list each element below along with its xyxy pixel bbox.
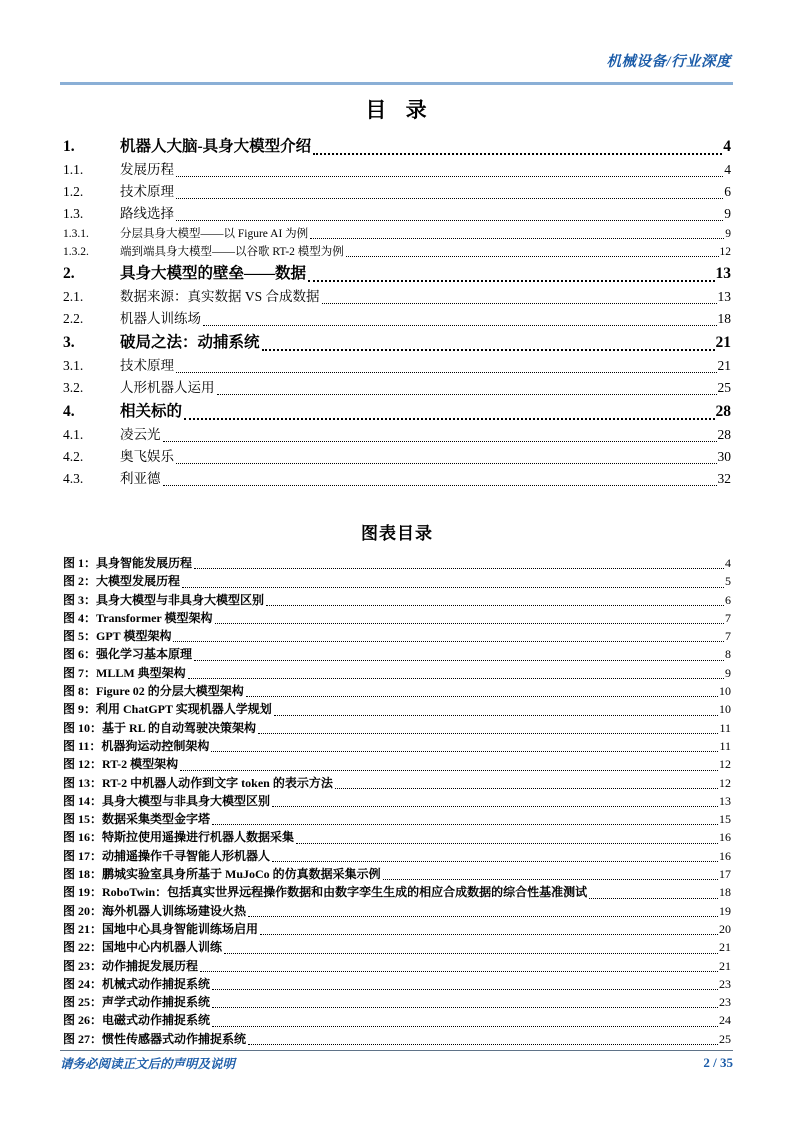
leader-dots bbox=[272, 861, 718, 862]
figure-toc-entry[interactable] bbox=[63, 682, 731, 700]
toc-entry-page: 28 bbox=[717, 427, 731, 442]
figure-toc-entry[interactable] bbox=[63, 572, 731, 590]
figure-entry-page: 21 bbox=[719, 940, 731, 955]
leader-dots bbox=[176, 176, 723, 177]
toc-entry-label: 发展历程 bbox=[120, 162, 174, 177]
toc-entry-page: 4 bbox=[724, 162, 731, 177]
toc-entry-number: 1.3. bbox=[63, 206, 84, 221]
toc-entry-page: 21 bbox=[717, 358, 731, 373]
toc-entry-number: 3.1. bbox=[63, 358, 84, 373]
toc-entry-page: 13 bbox=[715, 265, 731, 282]
leader-dots bbox=[176, 220, 723, 221]
toc-entry-page: 9 bbox=[725, 228, 731, 240]
leader-dots bbox=[173, 641, 724, 642]
toc-entry-number: 1.1. bbox=[63, 162, 84, 177]
leader-dots bbox=[215, 623, 724, 624]
leader-dots bbox=[212, 989, 718, 990]
toc-entry-label: 相关标的 bbox=[120, 403, 183, 420]
figure-entry-label: 图 12：RT-2 模型架构 bbox=[63, 757, 179, 772]
figure-toc-entry[interactable] bbox=[63, 975, 731, 993]
leader-dots bbox=[274, 715, 718, 716]
toc-entry-label: 机器人大脑-具身大模型介绍 bbox=[120, 138, 312, 155]
toc-entry-page: 25 bbox=[717, 380, 731, 395]
figure-entry-label: 图 1：具身智能发展历程 bbox=[63, 556, 193, 570]
figure-entry-page: 5 bbox=[725, 574, 731, 589]
toc-entry[interactable] bbox=[63, 286, 731, 308]
figure-entry-label: 图 4：Transformer 模型架构 bbox=[63, 610, 213, 625]
toc-entry-number: 1.2. bbox=[63, 184, 84, 199]
figure-entry-page: 24 bbox=[719, 1013, 731, 1028]
toc-title: 目 录 bbox=[365, 98, 429, 122]
leader-dots bbox=[258, 733, 718, 734]
figure-toc-entry[interactable] bbox=[63, 554, 731, 572]
leader-dots bbox=[180, 770, 718, 771]
leader-dots bbox=[266, 605, 724, 606]
figure-toc-entry[interactable] bbox=[63, 810, 731, 828]
figure-toc-entry[interactable] bbox=[63, 865, 731, 883]
figure-entry-label: 图 2：大模型发展历程 bbox=[63, 574, 181, 589]
figure-entry-page: 23 bbox=[719, 995, 731, 1010]
figure-entry-label: 图 20：海外机器人训练场建设火热 bbox=[63, 903, 247, 918]
figure-entry-label: 图 16：特斯拉使用遥操进行机器人数据采集 bbox=[63, 830, 295, 845]
content-area bbox=[63, 92, 731, 1048]
header-divider bbox=[60, 82, 733, 85]
toc-entry-page: 12 bbox=[719, 246, 731, 258]
toc-entry-label: 人形机器人运用 bbox=[120, 380, 215, 395]
figure-toc-entry[interactable] bbox=[63, 591, 731, 609]
toc-entry-page: 18 bbox=[717, 311, 731, 326]
toc-entry-number: 2.2. bbox=[63, 311, 84, 326]
figure-entry-page: 15 bbox=[719, 812, 731, 827]
figure-entry-label: 图 25：声学式动作捕捉系统 bbox=[63, 995, 211, 1010]
leader-dots bbox=[313, 153, 722, 155]
figure-entry-label: 图 11：机器狗运动控制架构 bbox=[63, 738, 210, 753]
toc-entry-label: 破局之法：动捕系统 bbox=[120, 334, 260, 351]
figure-entry-label: 图 22：国地中心内机器人训练 bbox=[63, 940, 223, 955]
figure-entry-label: 图 9：利用 ChatGPT 实现机器人学规划 bbox=[63, 702, 272, 717]
toc-entry-number: 1.3.2. bbox=[63, 246, 89, 258]
figure-entry-page: 7 bbox=[725, 610, 731, 625]
figure-entry-page: 12 bbox=[719, 775, 731, 790]
figure-toc-entry[interactable] bbox=[63, 920, 731, 938]
figure-entry-label: 图 5：GPT 模型架构 bbox=[63, 629, 172, 644]
leader-dots bbox=[308, 280, 714, 282]
figure-entry-page: 10 bbox=[719, 684, 731, 699]
leader-dots bbox=[203, 325, 717, 326]
page-header bbox=[60, 50, 731, 71]
toc-entry[interactable] bbox=[63, 424, 731, 446]
toc-entry-label: 路线选择 bbox=[120, 206, 174, 221]
figure-entry-label: 图 24：机械式动作捕捉系统 bbox=[63, 976, 211, 991]
figure-entry-label: 图 18：鹏城实验室具身所基于 MuJoCo 的仿真数据采集示例 bbox=[63, 867, 381, 882]
figure-entry-page: 9 bbox=[725, 665, 731, 680]
leader-dots bbox=[296, 843, 718, 844]
leader-dots bbox=[346, 256, 719, 257]
figure-entry-label: 图 17：动捕遥操作千寻智能人形机器人 bbox=[63, 848, 271, 863]
toc-entry[interactable] bbox=[63, 330, 731, 355]
toc-entry[interactable] bbox=[63, 377, 731, 399]
figure-entry-label: 图 8：Figure 02 的分层大模型架构 bbox=[63, 684, 244, 699]
leader-dots bbox=[224, 953, 718, 954]
figure-entry-page: 25 bbox=[719, 1031, 731, 1046]
figure-toc-entry[interactable] bbox=[63, 755, 731, 773]
figure-toc-entry[interactable] bbox=[63, 993, 731, 1011]
leader-dots bbox=[272, 806, 718, 807]
toc-entry-number: 2.1. bbox=[63, 289, 84, 304]
figure-entry-page: 11 bbox=[719, 738, 731, 753]
figure-toc-entry[interactable] bbox=[63, 664, 731, 682]
leader-dots bbox=[194, 660, 724, 661]
toc-entry-number: 4. bbox=[63, 403, 75, 420]
figure-entry-label: 图 23：动作捕捉发展历程 bbox=[63, 958, 199, 973]
toc-entry[interactable] bbox=[63, 355, 731, 377]
toc-entry-label: 技术原理 bbox=[120, 358, 174, 373]
leader-dots bbox=[176, 372, 717, 373]
leader-dots bbox=[182, 587, 724, 588]
figure-toc-entry[interactable] bbox=[63, 957, 731, 975]
toc-entry[interactable] bbox=[63, 243, 731, 261]
figure-entry-page: 6 bbox=[725, 592, 731, 607]
figure-entry-label: 图 6：强化学习基本原理 bbox=[63, 647, 193, 662]
toc-entry-label: 凌云光 bbox=[120, 427, 161, 442]
toc-entry-label: 端到端具身大模型——以谷歌 RT-2 模型为例 bbox=[120, 246, 344, 258]
figure-entry-label: 图 14：具身大模型与非具身大模型区别 bbox=[63, 793, 271, 808]
toc-entry-number: 2. bbox=[63, 265, 75, 282]
figure-toc-entry[interactable] bbox=[63, 938, 731, 956]
figure-entry-label: 图 15：数据采集类型金字塔 bbox=[63, 812, 211, 827]
toc-entry-page: 4 bbox=[723, 138, 731, 155]
leader-dots bbox=[589, 898, 718, 899]
figure-entry-page: 12 bbox=[719, 757, 731, 772]
figure-toc-entry[interactable] bbox=[63, 627, 731, 645]
toc-entry-number: 3. bbox=[63, 334, 75, 351]
figure-toc-entry[interactable] bbox=[63, 1030, 731, 1048]
leader-dots bbox=[260, 934, 718, 935]
figure-entry-page: 21 bbox=[719, 958, 731, 973]
toc-entry-page: 21 bbox=[715, 334, 731, 351]
figure-entry-label: 图 27：惯性传感器式动作捕捉系统 bbox=[63, 1031, 247, 1046]
footer-disclaimer: 请务必阅读正文后的声明及说明 bbox=[60, 1057, 236, 1071]
leader-dots bbox=[188, 678, 724, 679]
figure-toc-entry[interactable] bbox=[63, 847, 731, 865]
toc-entry[interactable] bbox=[63, 446, 731, 468]
leader-dots bbox=[212, 1007, 718, 1008]
figure-toc-entry[interactable] bbox=[63, 719, 731, 737]
leader-dots bbox=[246, 696, 718, 697]
figure-toc-entry[interactable] bbox=[63, 645, 731, 663]
figure-entry-label: 图 3：具身大模型与非具身大模型区别 bbox=[63, 592, 265, 607]
toc-entry-number: 4.2. bbox=[63, 449, 84, 464]
figure-entry-page: 18 bbox=[719, 885, 731, 900]
figure-entry-page: 16 bbox=[719, 848, 731, 863]
leader-dots bbox=[163, 485, 717, 486]
figure-toc-entry[interactable] bbox=[63, 700, 731, 718]
figure-entry-page: 11 bbox=[719, 720, 731, 735]
toc-entry[interactable] bbox=[63, 225, 731, 243]
figure-toc-entry[interactable] bbox=[63, 609, 731, 627]
figure-entry-label: 图 21：国地中心具身智能训练场启用 bbox=[63, 921, 259, 936]
toc-entry-page: 13 bbox=[717, 289, 731, 304]
toc-entry-label: 分层具身大模型——以 Figure AI 为例 bbox=[120, 228, 309, 240]
leader-dots bbox=[184, 418, 714, 420]
toc-entry-label: 技术原理 bbox=[120, 184, 174, 199]
figure-entry-page: 4 bbox=[725, 556, 731, 570]
toc-entry[interactable] bbox=[63, 308, 731, 330]
toc-entry-label: 奥飞娱乐 bbox=[120, 449, 174, 464]
figure-entry-page: 23 bbox=[719, 976, 731, 991]
figure-entry-page: 19 bbox=[719, 903, 731, 918]
figure-toc-entry[interactable] bbox=[63, 774, 731, 792]
leader-dots bbox=[310, 238, 724, 239]
figure-toc-entry[interactable] bbox=[63, 737, 731, 755]
figure-toc-title: 图表目录 bbox=[361, 524, 433, 543]
toc-entry[interactable] bbox=[63, 468, 731, 490]
figure-entry-label: 图 19：RoboTwin：包括真实世界远程操作数据和由数字孪生生成的相应合成数据的综合性基准测试 bbox=[63, 885, 588, 900]
toc-entry-number: 3.2. bbox=[63, 380, 84, 395]
leader-dots bbox=[335, 788, 718, 789]
figure-entry-page: 16 bbox=[719, 830, 731, 845]
toc-entry[interactable] bbox=[63, 134, 731, 159]
toc-entry-number: 1. bbox=[63, 138, 75, 155]
leader-dots bbox=[176, 463, 717, 464]
page-number-indicator: 2 / 35 bbox=[703, 1055, 733, 1070]
leader-dots bbox=[248, 1044, 718, 1045]
toc-list bbox=[63, 134, 731, 490]
toc-entry-label: 利亚德 bbox=[120, 471, 161, 486]
toc-entry-number: 4.3. bbox=[63, 471, 84, 486]
figure-toc-list bbox=[63, 554, 731, 1048]
toc-entry[interactable] bbox=[63, 181, 731, 203]
toc-entry[interactable] bbox=[63, 159, 731, 181]
figure-toc-entry[interactable] bbox=[63, 883, 731, 901]
toc-entry-number: 1.3.1. bbox=[63, 228, 89, 240]
leader-dots bbox=[212, 824, 718, 825]
toc-entry[interactable] bbox=[63, 261, 731, 286]
figure-entry-page: 13 bbox=[719, 793, 731, 808]
toc-entry-label: 数据来源：真实数据 VS 合成数据 bbox=[120, 289, 320, 304]
leader-dots bbox=[262, 349, 715, 351]
leader-dots bbox=[194, 568, 724, 569]
figure-entry-page: 17 bbox=[719, 867, 731, 882]
figure-toc-entry[interactable] bbox=[63, 828, 731, 846]
figure-entry-label: 图 26：电磁式动作捕捉系统 bbox=[63, 1013, 211, 1028]
leader-dots bbox=[211, 751, 718, 752]
leader-dots bbox=[163, 441, 717, 442]
figure-entry-label: 图 10：基于 RL 的自动驾驶决策架构 bbox=[63, 720, 257, 735]
figure-toc-entry[interactable] bbox=[63, 792, 731, 810]
figure-entry-label: 图 13：RT-2 中机器人动作到文字 token 的表示方法 bbox=[63, 775, 333, 790]
toc-entry[interactable] bbox=[63, 399, 731, 424]
toc-entry[interactable] bbox=[63, 203, 731, 225]
toc-entry-page: 28 bbox=[715, 403, 731, 420]
figure-toc-entry[interactable] bbox=[63, 902, 731, 920]
toc-entry-page: 30 bbox=[717, 449, 731, 464]
toc-entry-number: 4.1. bbox=[63, 427, 84, 442]
figure-entry-page: 10 bbox=[719, 702, 731, 717]
leader-dots bbox=[248, 916, 718, 917]
toc-entry-label: 具身大模型的壁垒——数据 bbox=[120, 265, 307, 282]
leader-dots bbox=[176, 198, 723, 199]
toc-entry-label: 机器人训练场 bbox=[120, 311, 201, 326]
toc-entry-page: 32 bbox=[717, 471, 731, 486]
toc-entry-page: 9 bbox=[724, 206, 731, 221]
leader-dots bbox=[217, 394, 717, 395]
figure-toc-entry[interactable] bbox=[63, 1011, 731, 1029]
figure-entry-page: 20 bbox=[719, 921, 731, 936]
figure-entry-label: 图 7：MLLM 典型架构 bbox=[63, 665, 186, 680]
leader-dots bbox=[200, 971, 718, 972]
leader-dots bbox=[322, 303, 717, 304]
figure-entry-page: 8 bbox=[725, 647, 731, 662]
figure-entry-page: 7 bbox=[725, 629, 731, 644]
page-footer bbox=[60, 1050, 733, 1072]
toc-entry-page: 6 bbox=[724, 184, 731, 199]
report-category-label: 机械设备/行业深度 bbox=[606, 54, 731, 70]
leader-dots bbox=[383, 879, 718, 880]
leader-dots bbox=[212, 1026, 718, 1027]
